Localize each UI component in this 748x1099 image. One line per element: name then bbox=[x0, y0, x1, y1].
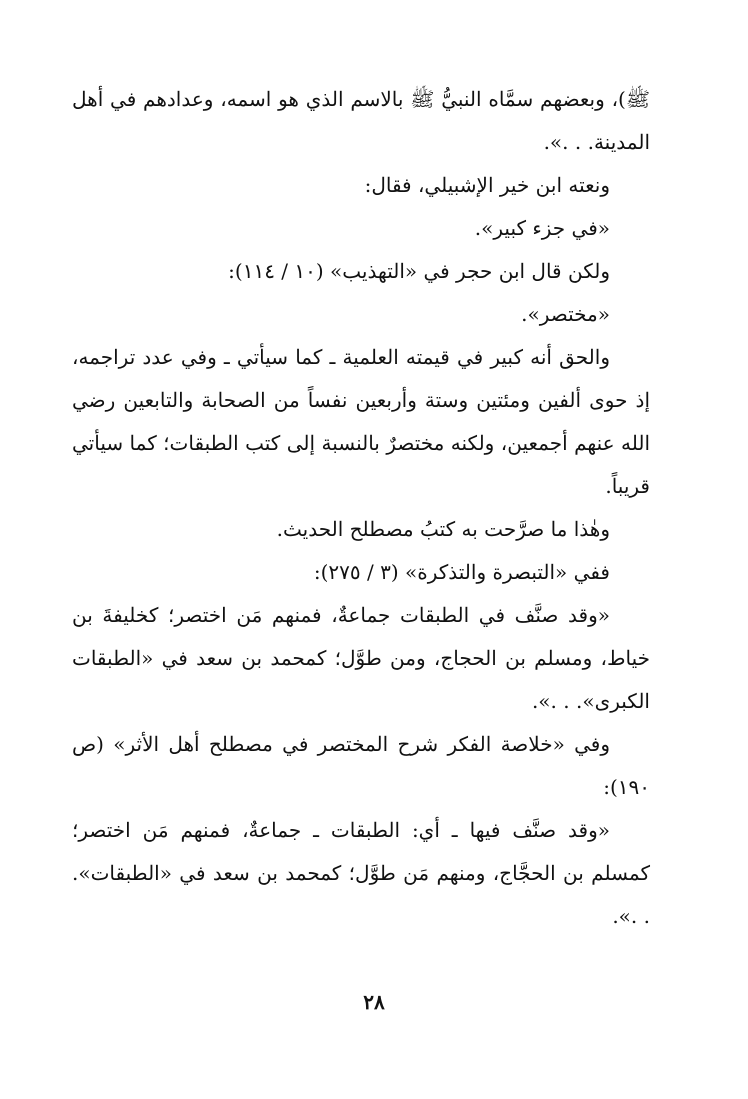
page-number: ٢٨ bbox=[363, 990, 385, 1014]
paragraph-2: ونعته ابن خير الإشبيلي، فقال: bbox=[364, 173, 610, 197]
paragraph-10: وفي «خلاصة الفكر شرح المختصر في مصطلح أهل الأثر» (ص ١٩٠): bbox=[72, 732, 650, 799]
paragraph-1: ﷺ)، وبعضهم سمَّاه النبيُّ ﷺ بالاسم الذي هو اسمه، وعدادهم في أهل المدينة. . .». bbox=[72, 87, 650, 154]
paragraph-8: ففي «التبصرة والتذكرة» (٣ / ٢٧٥): bbox=[313, 560, 610, 584]
paragraph-9: «وقد صنَّف في الطبقات جماعةٌ، فمنهم مَن اختصر؛ كخليفةَ بن خياط، ومسلم بن الحجاج، ومن طوَّل؛ كمحمد بن سعد في «الطبقات الكبرى». . .». bbox=[72, 603, 650, 713]
paragraph-5: «مختصر». bbox=[521, 302, 610, 326]
paragraph-7: وهٰذا ما صرَّحت به كتبُ مصطلح الحديث. bbox=[276, 517, 610, 541]
paragraph-4: ولكن قال ابن حجر في «التهذيب» (١٠ / ١١٤): bbox=[228, 259, 610, 283]
paragraph-6: والحق أنه كبير في قيمته العلمية ـ كما سيأتي ـ وفي عدد تراجمه، إذ حوى ألفين ومئتين وستة وأربعين نفساً من الصحابة والتابعين رضي الله عنهم أجمعين، ولكنه مختصرٌ بالنسبة إلى كتب الطبقات؛ كما سيأتي قريباً. bbox=[72, 345, 650, 498]
paragraph-3: «في جزء كبير». bbox=[474, 216, 610, 240]
page-body bbox=[72, 78, 650, 1038]
paragraph-11: «وقد صنَّف فيها ـ أي: الطبقات ـ جماعةٌ، فمنهم مَن اختصر؛ كمسلم بن الحجَّاج، ومنهم مَن طوَّل؛ كمحمد بن سعد في «الطبقات». . .». bbox=[72, 818, 650, 928]
